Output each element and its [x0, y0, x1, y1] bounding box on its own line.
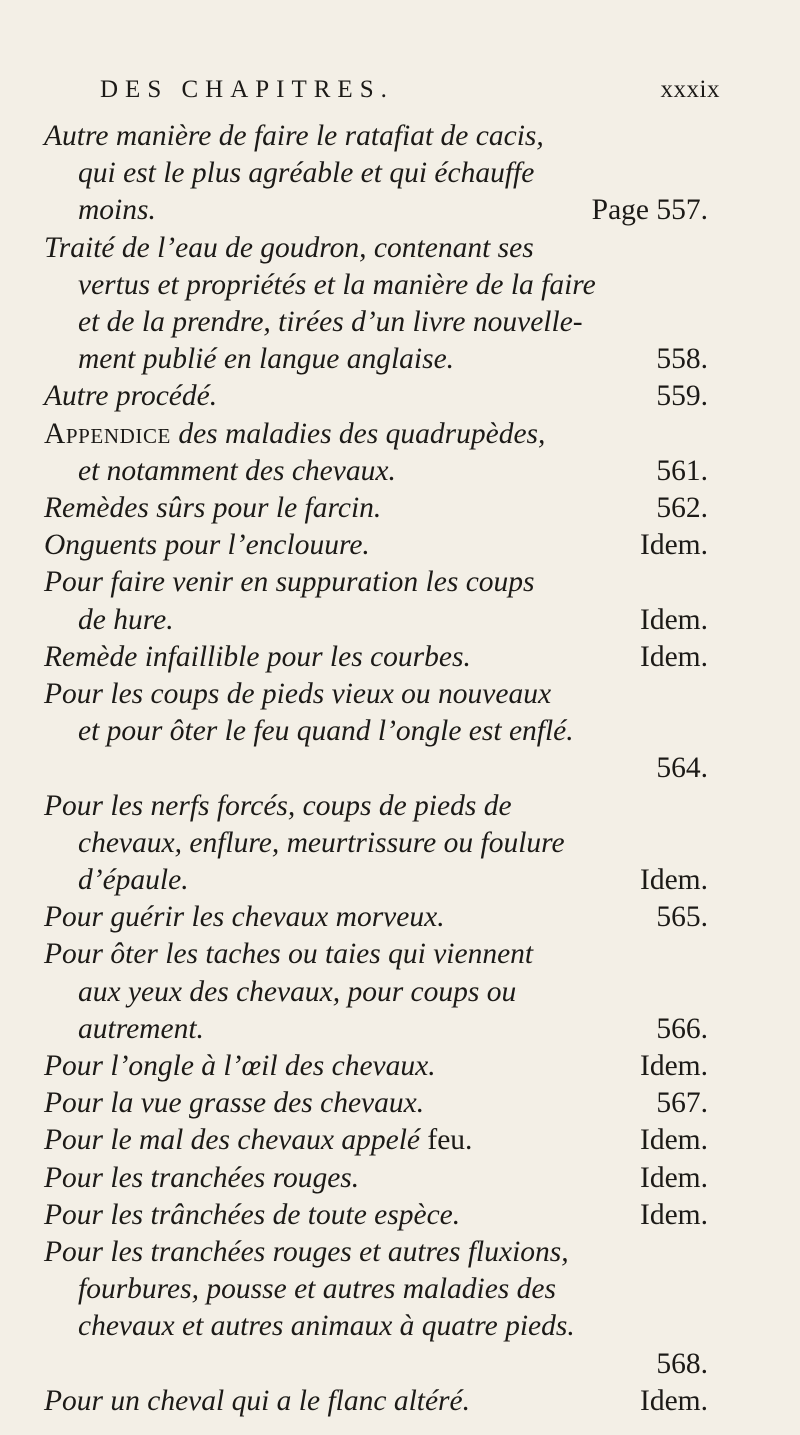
entry-text: de hure.	[78, 603, 174, 636]
page-reference: Idem.	[640, 640, 708, 673]
entry-text-line	[44, 155, 708, 192]
entry-text: Pour les nerfs forcés, coups de pieds de	[44, 789, 512, 822]
toc-entry	[44, 676, 708, 788]
entry-text: qui est le plus agréable et qui échauffe	[78, 157, 535, 190]
entry-text: aux yeux des chevaux, pour coups ou	[78, 975, 517, 1008]
page-reference: 566.	[656, 1012, 708, 1045]
entry-text: fourbures, pousse et autres maladies des	[78, 1273, 556, 1306]
entry-text: moins.	[78, 194, 156, 227]
entry-text: et notamment des chevaux.	[78, 454, 396, 487]
entry-text-line	[44, 1085, 708, 1122]
entry-text: Pour les trânchées de toute espèce.	[44, 1198, 461, 1231]
entry-text-line	[44, 341, 708, 378]
toc-entry	[44, 378, 708, 415]
page-reference: Idem.	[640, 603, 708, 636]
page-reference: 568.	[656, 1347, 708, 1380]
toc-entry	[44, 564, 708, 638]
entry-text: Pour le mal des chevaux appelé	[44, 1124, 428, 1157]
page-reference: Page 557.	[591, 194, 708, 227]
entry-text: Pour un cheval qui a le flanc altéré.	[44, 1384, 471, 1417]
header-title: DES CHAPITRES.	[100, 76, 394, 103]
entry-text-line	[44, 1011, 708, 1048]
entry-text-line	[44, 416, 708, 453]
entry-text-line	[44, 267, 708, 304]
toc-entry	[44, 1085, 708, 1122]
toc-entry	[44, 1234, 708, 1383]
entry-text-line	[44, 527, 708, 564]
page-reference: Idem.	[640, 1384, 708, 1417]
entry-text: ment publié en langue anglaise.	[78, 343, 455, 376]
entry-text: Remèdes sûrs pour le farcin.	[44, 492, 382, 525]
entry-text: chevaux et autres animaux à quatre pieds.	[78, 1310, 575, 1343]
entry-text: autrement.	[78, 1012, 204, 1045]
toc-entry	[44, 1160, 708, 1197]
entry-text: et pour ôter le feu quand l’ongle est enflé.	[78, 715, 574, 748]
entry-text: d’épaule.	[78, 864, 189, 897]
entry-text: Pour les tranchées rouges et autres fluxions,	[44, 1236, 569, 1269]
page-reference: Idem.	[640, 1161, 708, 1194]
entry-text-line	[44, 602, 708, 639]
entry-text-line	[44, 974, 708, 1011]
entry-text-line	[44, 788, 708, 825]
toc-entry	[44, 936, 708, 1048]
toc-entry	[44, 1048, 708, 1085]
page-reference: 565.	[656, 901, 708, 934]
page-reference: Idem.	[640, 1124, 708, 1157]
entry-text-line	[44, 1234, 708, 1271]
entry-text-line	[44, 230, 708, 267]
entry-text-line	[44, 304, 708, 341]
entry-text-line	[44, 825, 708, 862]
entry-text-line	[44, 192, 708, 229]
page-reference: 567.	[656, 1087, 708, 1120]
entry-text-line	[44, 564, 708, 601]
entry-text: Autre procédé.	[44, 380, 218, 413]
entry-text: Traité de l’eau de goudron, contenant ses	[44, 231, 534, 264]
entry-text: Pour l’ongle à l’œil des chevaux.	[44, 1050, 436, 1083]
page-reference: Idem.	[640, 864, 708, 897]
toc-entry	[44, 118, 708, 230]
page-reference: 562.	[656, 492, 708, 525]
toc-entry	[44, 639, 708, 676]
toc-entry	[44, 899, 708, 936]
entry-text: des maladies des quadrupèdes,	[170, 417, 546, 450]
page-reference: 559.	[656, 380, 708, 413]
entry-lead-word: Appendice	[44, 417, 171, 450]
page-reference: Idem.	[640, 529, 708, 562]
entry-text: vertus et propriétés et la manière de la faire	[78, 268, 596, 301]
toc-entry	[44, 1197, 708, 1234]
page-reference: 558.	[656, 343, 708, 376]
page-folio: xxxix	[660, 76, 720, 103]
entry-text: Pour les tranchées rouges.	[44, 1161, 360, 1194]
toc-entry	[44, 416, 708, 490]
toc-entry	[44, 1383, 708, 1420]
entry-text-line	[44, 378, 708, 415]
toc-entry	[44, 788, 708, 900]
entry-text: Pour la vue grasse des chevaux.	[44, 1087, 425, 1120]
entry-text: Remède infaillible pour les courbes.	[44, 640, 471, 673]
page-reference: Idem.	[640, 1050, 708, 1083]
toc-entry	[44, 230, 708, 379]
entry-text: Pour les coups de pieds vieux ou nouveaux	[44, 678, 552, 711]
page-reference: 561.	[656, 454, 708, 487]
entry-text: Pour guérir les chevaux morveux.	[44, 901, 445, 934]
entry-roman-word: feu.	[427, 1124, 473, 1157]
running-header	[44, 76, 720, 112]
toc-entry	[44, 490, 708, 527]
entry-text-line	[44, 713, 708, 750]
entry-text: chevaux, enflure, meurtrissure ou foulure	[78, 826, 565, 859]
entry-text-line	[44, 1308, 708, 1345]
entry-text: Pour faire venir en suppuration les coups	[44, 566, 535, 599]
entry-text: Autre manière de faire le ratafiat de cacis,	[44, 120, 544, 152]
entry-text-line	[44, 118, 708, 155]
page-reference: 564.	[656, 752, 708, 785]
entry-text-line	[44, 1048, 708, 1085]
entry-text-line	[44, 899, 708, 936]
entry-text: et de la prendre, tirées d’un livre nouvelle-	[78, 306, 583, 339]
entry-text-line	[44, 1160, 708, 1197]
toc-entry	[44, 527, 708, 564]
entry-text-line	[44, 936, 708, 973]
entry-text-line	[44, 453, 708, 490]
toc-entry	[44, 1122, 708, 1159]
entry-text-line	[44, 1122, 708, 1159]
entry-text: Pour ôter les taches ou taies qui viennent	[44, 938, 534, 971]
entry-text: Onguents pour l’enclouure.	[44, 529, 370, 562]
table-of-contents	[44, 118, 708, 1420]
entry-text-line	[44, 1271, 708, 1308]
entry-text-line	[44, 1383, 708, 1420]
page-reference: Idem.	[640, 1198, 708, 1231]
entry-text-line	[44, 676, 708, 713]
entry-text-line	[44, 490, 708, 527]
entry-text-line	[44, 639, 708, 676]
entry-text-line	[44, 862, 708, 899]
entry-text-line	[44, 1197, 708, 1234]
